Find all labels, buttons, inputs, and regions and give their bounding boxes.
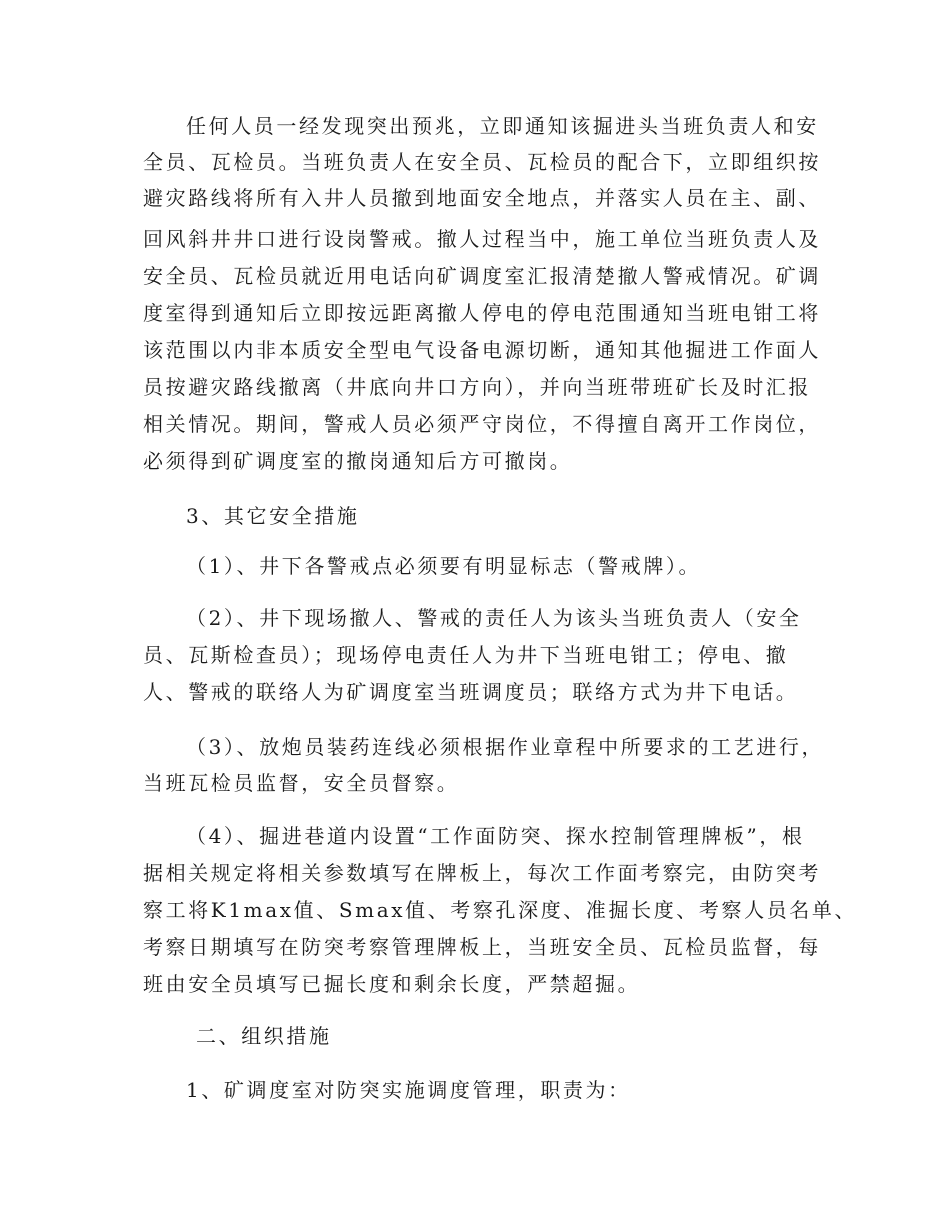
paragraph-1-line-8: 员按避灾路线撤离（井底向井口方向），并向当班带班矿长及时汇报 bbox=[143, 375, 811, 399]
paragraph-1-line-9: 相关情况。期间，警戒人员必须严守岗位，不得擅自离开工作岗位， bbox=[143, 412, 821, 436]
section-heading-3: 3、其它安全措施 bbox=[186, 504, 360, 528]
paragraph-1-line-7: 该范围以内非本质安全型电气设备电源切断，通知其他掘进工作面人 bbox=[143, 338, 821, 362]
paragraph-1-line-3: 避灾路线将所有入井人员撤到地面安全地点，并落实人员在主、副、 bbox=[143, 186, 821, 210]
paragraph-1-line-1: 任何人员一经发现突出预兆，立即通知该掘进头当班负责人和安 bbox=[186, 114, 819, 138]
measure-3-line-2: 当班瓦检员监督，安全员督察。 bbox=[143, 771, 460, 795]
measure-1-line-1: （1）、井下各警戒点必须要有明显标志（警戒牌）。 bbox=[186, 554, 702, 578]
measure-4-line-5: 班由安全员填写已掘长度和剩余长度，严禁超掘。 bbox=[143, 972, 641, 996]
subsection-heading-1: 1、矿调度室对防突实施调度管理，职责为： bbox=[186, 1078, 631, 1102]
measure-4-line-2: 据相关规定将相关参数填写在牌板上，每次工作面考察完，由防突考 bbox=[143, 861, 821, 885]
section-heading-organization: 二、组织措施 bbox=[196, 1024, 332, 1048]
measure-4-line-4: 考察日期填写在防突考察管理牌板上，当班安全员、瓦检员监督，每 bbox=[143, 935, 821, 959]
paragraph-1-line-4: 回风斜井井口进行设岗警戒。撤人过程当中，施工单位当班负责人及 bbox=[143, 227, 821, 251]
measure-3-line-1: （3）、放炮员装药连线必须根据作业章程中所要求的工艺进行， bbox=[186, 735, 825, 759]
measure-4-line-1: （4）、掘进巷道内设置“工作面防突、探水控制管理牌板”，根 bbox=[186, 824, 805, 848]
measure-2-line-3: 人、警戒的联络人为矿调度室当班调度员；联络方式为井下电话。 bbox=[143, 680, 799, 704]
paragraph-1-line-10: 必须得到矿调度室的撤岗通知后方可撤岗。 bbox=[143, 449, 573, 473]
paragraph-1-line-5: 安全员、瓦检员就近用电话向矿调度室汇报清楚撤人警戒情况。矿调 bbox=[143, 264, 821, 288]
measure-2-line-2: 员、瓦斯检查员）；现场停电责任人为井下当班电钳工；停电、撤 bbox=[143, 643, 789, 667]
paragraph-1-line-6: 度室得到通知后立即按远距离撤人停电的停电范围通知当班电钳工将 bbox=[143, 301, 821, 325]
measure-4-line-3: 察工将K1max值、Smax值、考察孔深度、准掘长度、考察人员名单、 bbox=[143, 898, 858, 922]
paragraph-1-line-2: 全员、瓦检员。当班负责人在安全员、瓦检员的配合下，立即组织按 bbox=[143, 150, 821, 174]
measure-2-line-1: （2）、井下现场撤人、警戒的责任人为该头当班负责人（安全 bbox=[186, 606, 802, 630]
